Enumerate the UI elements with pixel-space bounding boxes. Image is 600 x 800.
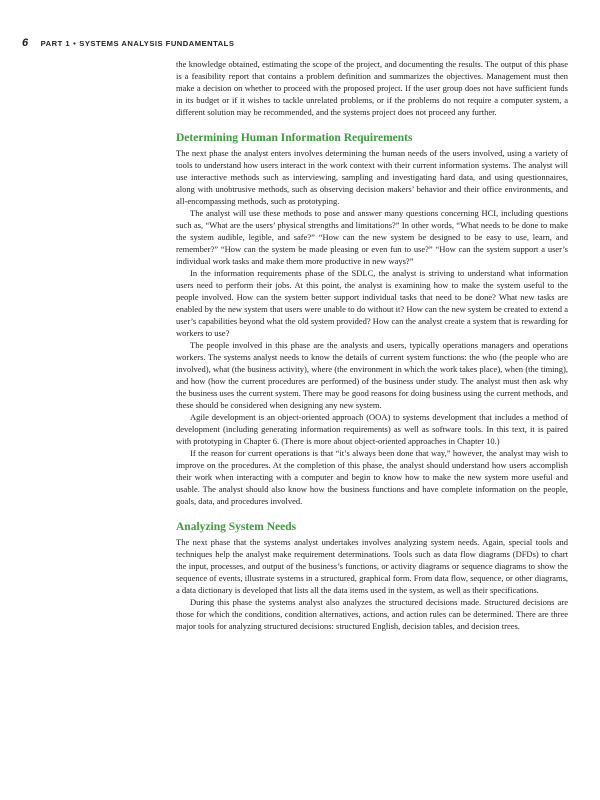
paragraph: During this phase the systems analyst also analyzes the structured decisions made. Structured decisions are those for which the conditions, condition alternatives, actions, and action rules can be determined. There are three major tools for analyzing structured decisions: structured English, decision tables, and decision trees.: [176, 597, 568, 631]
header-separator: •: [73, 39, 77, 48]
paragraph: The next phase that the systems analyst undertakes involves analyzing system needs. Again, special tools and techniques help the analyst make requirement determinations. Tools such as data flow diagrams (DFDs) to chart the input, processes, and output of the business’s functions, or activity diagrams or sequence diagrams to show the sequence of events, illustrate systems in a structured, graphical form. From data flow, sequence, or other diagrams, a data dictionary is developed that lists all the data items used in the system, as well as their specifications.: [176, 537, 568, 595]
section-heading-human-requirements: Determining Human Information Requirements: [176, 132, 413, 144]
running-header: [22, 37, 234, 49]
paragraph: The next phase the analyst enters involves determining the human needs of the users involved, using a variety of tools to understand how users interact in the work context with their current information systems. The analyst will use interactive methods such as interviewing, sampling and investigating hard data, and using questionnaires, along with unobtrusive methods, such as observing decision makers’ behavior and their office environments, and all-encompassing methods, such as prototyping.: [176, 148, 568, 206]
paragraph: In the information requirements phase of the SDLC, the analyst is striving to understand what information users need to perform their jobs. At this point, the analyst is examining how to make the system useful to the people involved. How can the system better support individual tasks that need to be done? What new tasks are enabled by the new system that users were unable to do without it? How can the new system be created to extend a user’s capabilities beyond what the old system provided? How can the analyst create a system that is rewarding for workers to use?: [176, 268, 568, 338]
intro-paragraph: the knowledge obtained, estimating the scope of the project, and documenting the results. The output of this phase is a feasibility report that contains a problem definition and summarizes the objectives. Management must then make a decision on whether to proceed with the proposed project. If the user group does not have sufficient funds in its budget or if it wishes to tackle unrelated problems, or if the problems do not require a computer system, a different solution may be recommended, and the systems project does not proceed any further.: [176, 59, 568, 117]
paragraph: The people involved in this phase are the analysts and users, typically operations managers and operations workers. The systems analyst needs to know the details of current system functions: the who (the people who are involved), what (the business activity), where (the environment in which the work takes place), when (the timing), and how (how the current procedures are performed) of the business under study. The analyst must then ask why the business uses the current system. There may be good reasons for doing business using the current methods, and these should be considered when designing any new system.: [176, 340, 568, 410]
page-number: 6: [22, 37, 29, 49]
section-heading-analyzing-needs: Analyzing System Needs: [176, 521, 297, 533]
part-label: PART 1: [40, 39, 71, 48]
body-text: [176, 58, 568, 632]
paragraph: If the reason for current operations is that “it’s always been done that way,” however, the analyst may wish to improve on the procedures. At the completion of this phase, the analyst should understand how users accomplish their work when interacting with a computer and begin to know how to make the new system more useful and usable. The analyst should also know how the business functions and have complete information on the people, goals, data, and procedures involved.: [176, 448, 568, 506]
part-title: SYSTEMS ANALYSIS FUNDAMENTALS: [79, 39, 235, 48]
paragraph: Agile development is an object-oriented approach (OOA) to systems development that includes a method of development (including generating information requirements) as well as software tools. In this text, it is paired with prototyping in Chapter 6. (There is more about object-oriented approaches in Chapter 10.): [176, 412, 568, 446]
paragraph: The analyst will use these methods to pose and answer many questions concerning HCI, including questions such as, “What are the users’ physical strengths and limitations?” In other words, “What needs to be done to make the system audible, legible, and safe?” “How can the new system be designed to be easy to use, learn, and remember?” “How can the system be made pleasing or even fun to use?” “How can the system support a user’s individual work tasks and make them more productive in new ways?”: [176, 208, 568, 266]
